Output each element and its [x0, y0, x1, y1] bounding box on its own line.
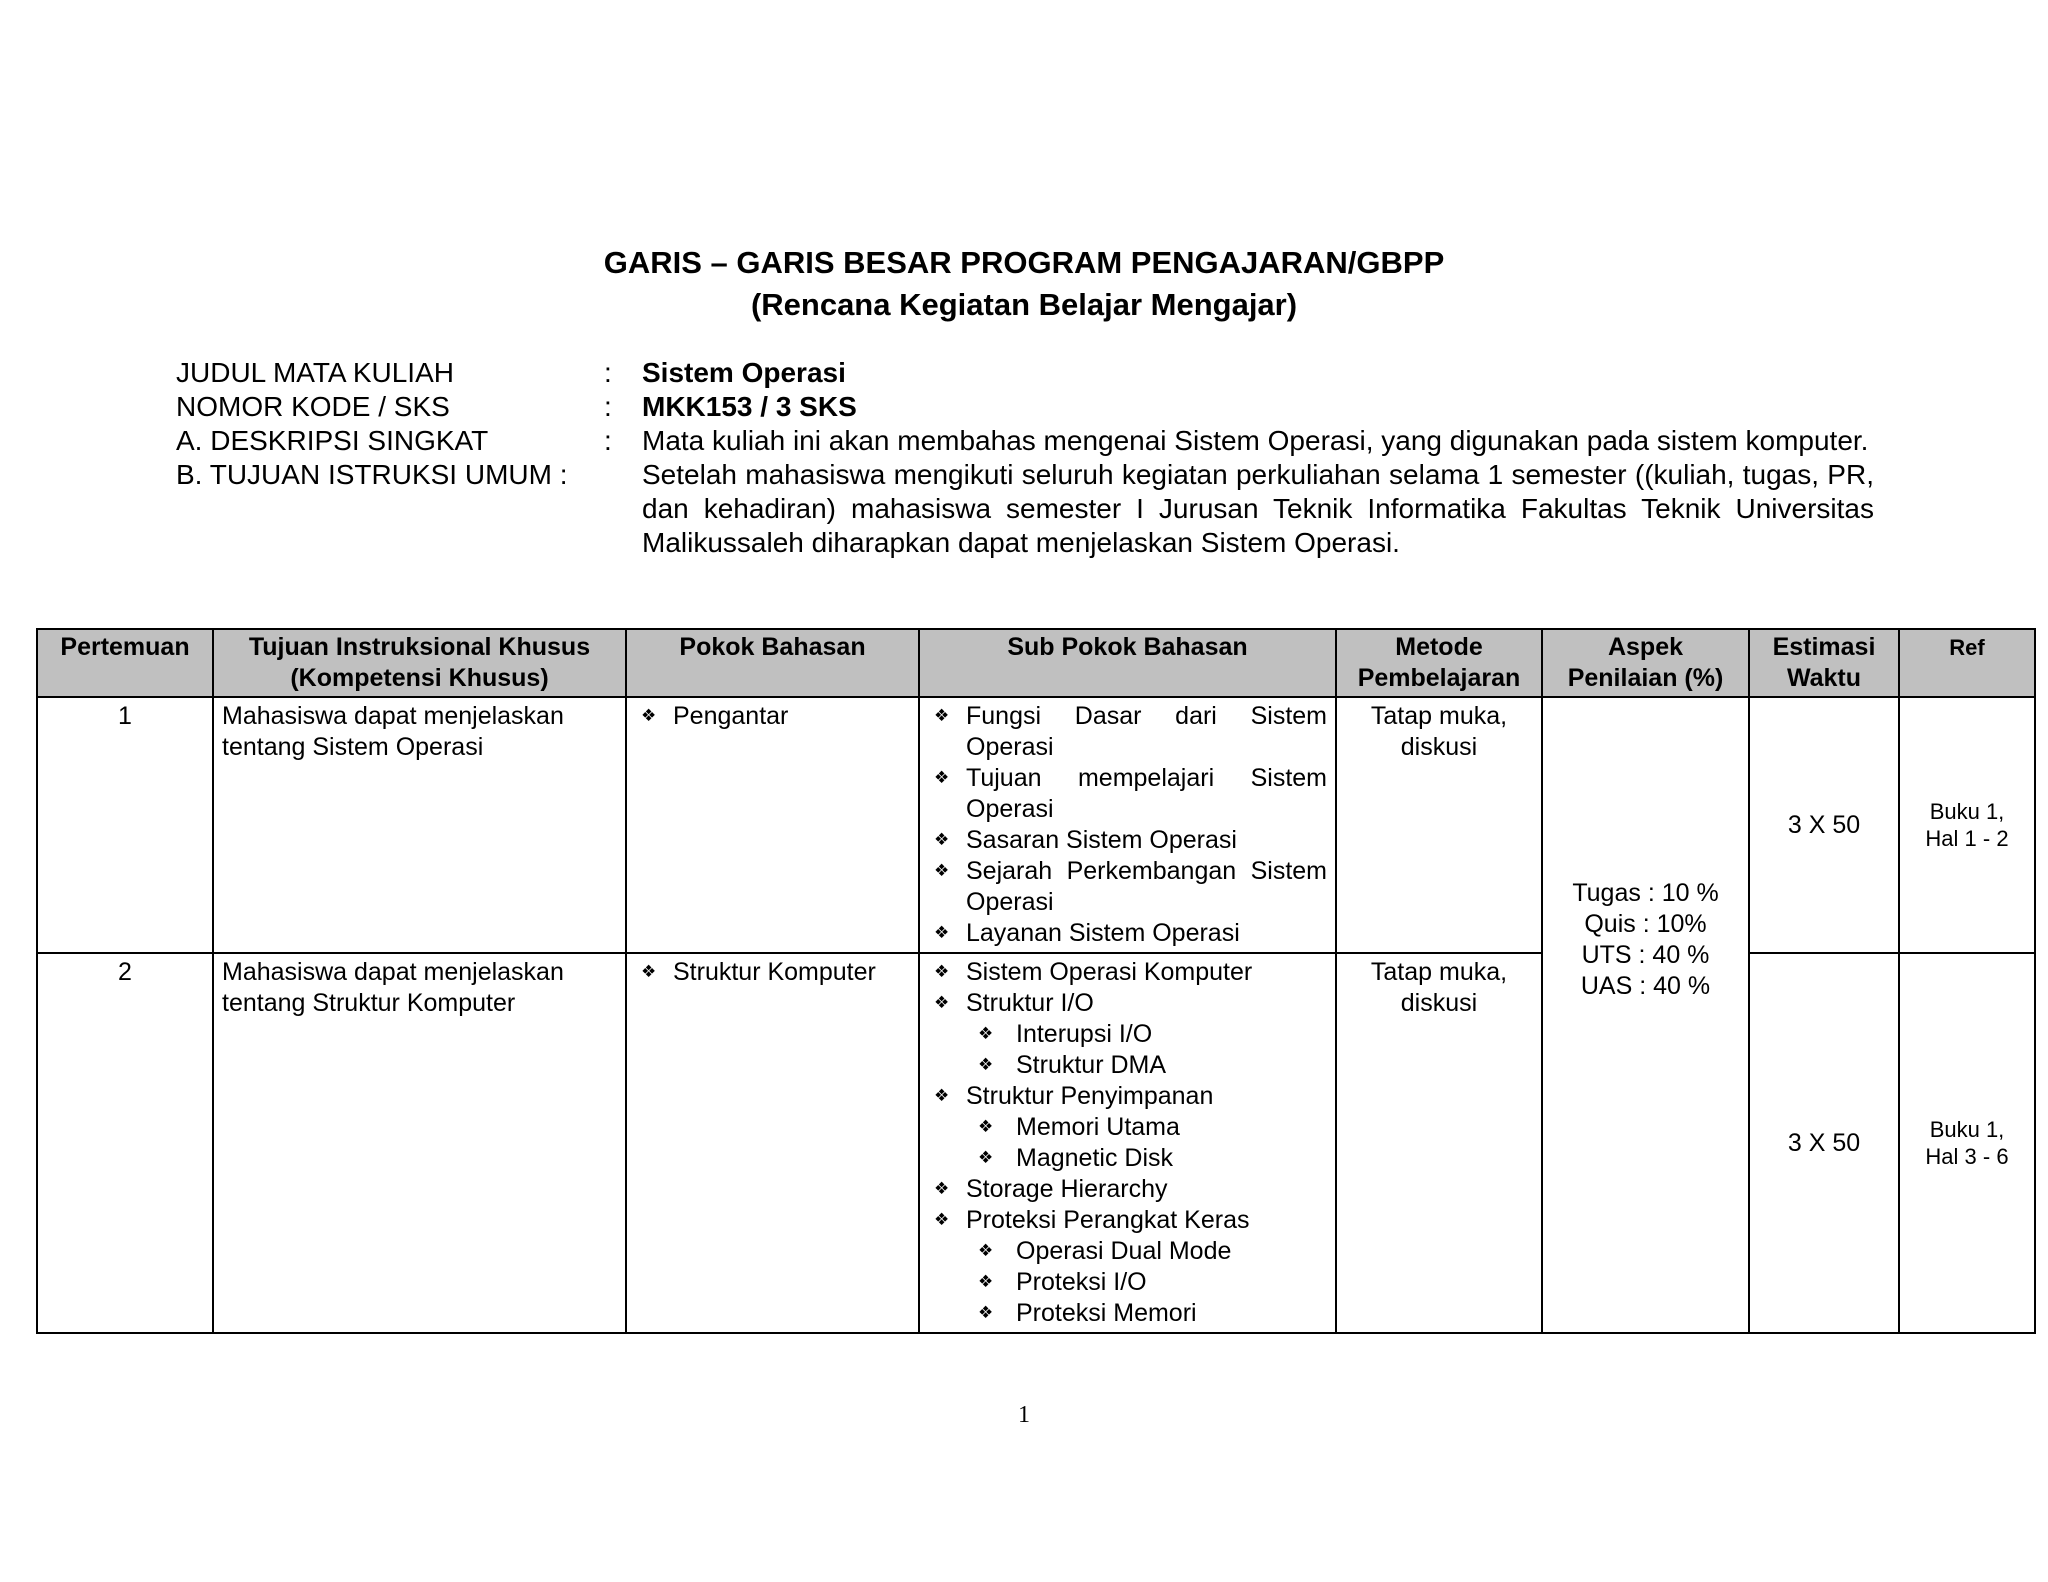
metode-cell: Tatap muka, diskusi — [1336, 953, 1542, 1333]
list-item-label: Struktur Penyimpanan — [966, 1082, 1214, 1110]
list-item: ❖ Sasaran Sistem Operasi — [928, 825, 1327, 856]
list-item: ❖ Pengantar — [635, 701, 910, 732]
course-code-value: MKK153 / 3 SKS — [642, 391, 857, 422]
header-sub-pokok: Sub Pokok Bahasan — [919, 629, 1336, 697]
objective-value: Setelah mahasiswa mengikuti seluruh kegiatan perkuliahan selama 1 semester ((kuliah, tugas, PR, dan kehadiran) mahasiswa semester I Jurusan Teknik Informatika Fakultas Teknik Universitas Malikussaleh diharapkan dapat menjelaskan Sistem Operasi. — [642, 459, 1874, 558]
list-item: ❖ Proteksi I/O — [972, 1267, 1327, 1298]
gbpp-table — [36, 628, 2036, 1334]
list-item: ❖ Layanan Sistem Operasi — [928, 918, 1327, 949]
aspek-cell — [1542, 697, 1749, 1333]
colon: : — [604, 391, 612, 422]
header-pokok: Pokok Bahasan — [626, 629, 919, 697]
list-item: ❖ Memori Utama — [972, 1112, 1327, 1143]
header-estimasi-line2: Waktu — [1786, 664, 1862, 692]
list-item: ❖ Sistem Operasi Komputer — [928, 957, 1327, 988]
colon: : — [604, 425, 612, 456]
list-item: ❖ Fungsi Dasar dari Sistem Operasi — [928, 701, 1327, 763]
header-aspek-line2: Penilaian (%) — [1567, 664, 1724, 692]
list-item: ❖ Struktur DMA — [972, 1050, 1327, 1081]
objective-row — [176, 458, 1876, 560]
tujuan-cell: Mahasiswa dapat menjelaskan tentang Sistem Operasi — [213, 697, 626, 953]
ref-line1: Buku 1, — [1929, 799, 2005, 824]
header-metode-line2: Pembelajaran — [1357, 664, 1521, 692]
header-aspek-line1: Aspek — [1607, 633, 1684, 661]
course-code-row — [176, 390, 1876, 424]
header-metode-line1: Metode — [1395, 633, 1483, 661]
ref-cell — [1899, 953, 2035, 1333]
aspek-uts: UTS : 40 % — [1581, 941, 1710, 969]
list-item — [928, 988, 1327, 1081]
ref-line2: Hal 1 - 2 — [1925, 826, 2009, 851]
course-title-value: Sistem Operasi — [642, 357, 846, 388]
course-code-label: NOMOR KODE / SKS — [176, 391, 450, 422]
sub-pokok-cell — [919, 953, 1336, 1333]
pokok-cell — [626, 697, 919, 953]
header-tujuan — [213, 629, 626, 697]
pertemuan-cell: 2 — [37, 953, 213, 1333]
aspek-quis: Quis : 10% — [1584, 910, 1707, 938]
document-title: GARIS – GARIS BESAR PROGRAM PENGAJARAN/GBPP — [603, 245, 1445, 280]
nested-list — [966, 1112, 1327, 1174]
list-item-label: Struktur I/O — [966, 989, 1094, 1017]
metode-cell: Tatap muka, diskusi — [1336, 697, 1542, 953]
ref-cell — [1899, 697, 2035, 953]
list-item — [928, 1205, 1327, 1329]
list-item: ❖ Magnetic Disk — [972, 1143, 1327, 1174]
pokok-cell — [626, 953, 919, 1333]
course-info — [176, 356, 1876, 560]
ref-line2: Hal 3 - 6 — [1925, 1144, 2009, 1169]
course-title-label: JUDUL MATA KULIAH — [176, 357, 454, 388]
document-subtitle: (Rencana Kegiatan Belajar Mengajar) — [750, 287, 1298, 322]
description-row — [176, 424, 1876, 458]
pokok-list — [635, 957, 910, 988]
description-value: Mata kuliah ini akan membahas mengenai Sistem Operasi, yang digunakan pada sistem komputer. — [642, 425, 1869, 456]
table-header-row — [37, 629, 2035, 697]
ref-line1: Buku 1, — [1929, 1117, 2005, 1142]
header-estimasi — [1749, 629, 1899, 697]
sub-pokok-cell — [919, 697, 1336, 953]
list-item: ❖ Tujuan mempelajari Sistem Operasi — [928, 763, 1327, 825]
header-ref: Ref — [1899, 629, 2035, 697]
estimasi-cell: 3 X 50 — [1749, 697, 1899, 953]
course-title-row — [176, 356, 1876, 390]
pertemuan-cell: 1 — [37, 697, 213, 953]
aspek-uas: UAS : 40 % — [1580, 972, 1711, 1000]
list-item-label: Proteksi Perangkat Keras — [966, 1206, 1250, 1234]
page-number: 1 — [1018, 1402, 1030, 1428]
header-tujuan-line1: Tujuan Instruksional Khusus — [248, 633, 591, 661]
list-item: ❖ Storage Hierarchy — [928, 1174, 1327, 1205]
estimasi-cell: 3 X 50 — [1749, 953, 1899, 1333]
table-row — [37, 697, 2035, 953]
pokok-list — [635, 701, 910, 732]
header-metode — [1336, 629, 1542, 697]
colon: : — [604, 357, 612, 388]
header-estimasi-line1: Estimasi — [1772, 633, 1876, 661]
sub-pokok-list — [928, 701, 1327, 949]
sub-pokok-list — [928, 957, 1327, 1329]
list-item: ❖ Interupsi I/O — [972, 1019, 1327, 1050]
header-tujuan-line2: (Kompetensi Khusus) — [290, 664, 549, 692]
nested-list — [966, 1019, 1327, 1081]
description-label: A. DESKRIPSI SINGKAT — [176, 425, 489, 456]
list-item: ❖ Operasi Dual Mode — [972, 1236, 1327, 1267]
aspek-tugas: Tugas : 10 % — [1572, 879, 1719, 907]
list-item: ❖ Struktur Komputer — [635, 957, 910, 988]
header-pertemuan: Pertemuan — [37, 629, 213, 697]
header-aspek — [1542, 629, 1749, 697]
list-item: ❖ Sejarah Perkembangan Sistem Operasi — [928, 856, 1327, 918]
objective-label: B. TUJUAN ISTRUKSI UMUM : — [176, 459, 568, 490]
tujuan-cell: Mahasiswa dapat menjelaskan tentang Struktur Komputer — [213, 953, 626, 1333]
nested-list — [966, 1236, 1327, 1329]
list-item: ❖ Proteksi Memori — [972, 1298, 1327, 1329]
list-item — [928, 1081, 1327, 1174]
